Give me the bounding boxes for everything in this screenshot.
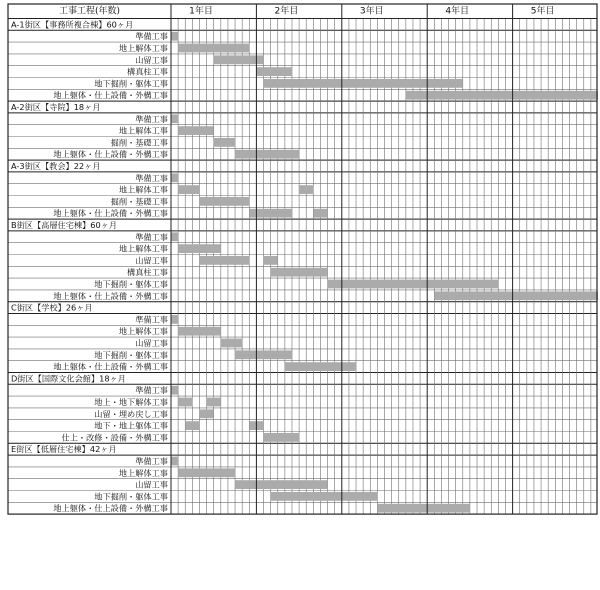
task-label: 山留・埋め戻し工事 bbox=[94, 408, 168, 419]
year-label: 2年目 bbox=[274, 6, 299, 17]
year-label: 3年目 bbox=[359, 6, 384, 17]
header-label: 工事工程(年数) bbox=[58, 6, 121, 17]
task-label: 準備工事 bbox=[135, 31, 168, 42]
task-bar bbox=[264, 256, 278, 265]
task-bar bbox=[313, 209, 327, 218]
task-bar bbox=[199, 256, 249, 265]
year-label: 1年目 bbox=[189, 6, 213, 17]
task-label: 地上躯体・仕上設備・外構工事 bbox=[53, 149, 168, 160]
task-label: 山留工事 bbox=[135, 255, 168, 266]
task-bar bbox=[178, 44, 249, 53]
task-bar bbox=[249, 209, 292, 218]
task-bar bbox=[406, 91, 598, 100]
task-bar bbox=[271, 492, 378, 501]
task-bar bbox=[171, 173, 178, 182]
task-bar bbox=[171, 114, 178, 123]
task-label: 構真柱工事 bbox=[127, 267, 168, 278]
task-label: 準備工事 bbox=[135, 456, 168, 466]
task-label: 山留工事 bbox=[135, 54, 168, 65]
task-label: 地上躯体・仕上設備・外構工事 bbox=[53, 290, 168, 301]
task-label: 地下掘削・躯体工事 bbox=[94, 78, 168, 89]
task-bar bbox=[171, 315, 178, 324]
task-label: 準備工事 bbox=[135, 314, 168, 325]
task-bar bbox=[185, 421, 199, 430]
task-bar bbox=[434, 291, 598, 300]
task-bar bbox=[271, 268, 328, 277]
task-label: 地下・地上躯体工事 bbox=[94, 420, 168, 431]
task-bar bbox=[264, 79, 463, 88]
task-bar bbox=[221, 339, 242, 348]
task-label: 構真柱工事 bbox=[127, 66, 168, 77]
task-bar bbox=[207, 398, 221, 407]
task-bar bbox=[199, 409, 213, 418]
task-bar bbox=[178, 244, 221, 253]
section-title: A-3街区【教会】22ヶ月 bbox=[11, 161, 101, 171]
section-title: C街区【学校】26ヶ月 bbox=[11, 302, 93, 313]
task-bar bbox=[285, 362, 356, 371]
task-label: 地上躯体・仕上設備・外構工事 bbox=[53, 90, 168, 101]
task-bar bbox=[178, 398, 192, 407]
task-label: 準備工事 bbox=[135, 231, 168, 242]
task-label: 地下掘削・躯体工事 bbox=[94, 349, 168, 360]
section-title: D街区【国際文化会館】18ヶ月 bbox=[11, 373, 126, 384]
task-bar bbox=[178, 468, 235, 477]
section-title: A-2街区【寺院】18ヶ月 bbox=[11, 102, 101, 112]
task-label: 準備工事 bbox=[135, 113, 168, 124]
task-bar bbox=[256, 67, 292, 76]
task-bar bbox=[178, 185, 199, 194]
task-bar bbox=[178, 327, 221, 336]
task-bar bbox=[235, 480, 328, 489]
task-label: 地下掘削・躯体工事 bbox=[94, 279, 168, 289]
task-bar bbox=[199, 197, 249, 206]
task-bar bbox=[264, 433, 300, 442]
task-label: 山留工事 bbox=[135, 338, 168, 348]
task-label: 地上躯体・仕上設備・外構工事 bbox=[53, 503, 168, 514]
task-label: 地上解体工事 bbox=[118, 243, 168, 254]
task-label: 地上解体工事 bbox=[118, 43, 168, 53]
task-label: 仕上・改修・設備・外構工事 bbox=[61, 432, 168, 443]
task-bar bbox=[235, 150, 299, 159]
section-title: E街区【低層住宅棟】42ヶ月 bbox=[11, 444, 117, 455]
task-bar bbox=[171, 32, 178, 41]
task-label: 掘削・基礎工事 bbox=[110, 137, 168, 148]
task-label: 山留工事 bbox=[135, 479, 168, 490]
task-label: 地下掘削・躯体工事 bbox=[94, 491, 168, 502]
task-bar bbox=[299, 185, 313, 194]
task-label: 地上躯体・仕上設備・外構工事 bbox=[53, 361, 168, 372]
task-label: 地上解体工事 bbox=[118, 184, 168, 195]
section-title: A-1街区【事務所複合棟】60ヶ月 bbox=[11, 19, 134, 30]
task-label: 地上躯体・仕上設備・外構工事 bbox=[53, 208, 168, 219]
task-label: 地上解体工事 bbox=[118, 125, 168, 136]
task-bar bbox=[171, 232, 178, 241]
task-bar bbox=[171, 386, 178, 395]
task-bar bbox=[328, 280, 499, 289]
task-bar bbox=[235, 350, 292, 359]
task-bar bbox=[377, 504, 470, 513]
task-label: 地上・地下解体工事 bbox=[94, 397, 168, 407]
year-label: 4年目 bbox=[445, 6, 470, 17]
task-bar bbox=[171, 457, 178, 466]
task-bar bbox=[214, 138, 235, 147]
section-title: B街区【高層住宅棟】60ヶ月 bbox=[11, 220, 118, 230]
task-label: 地上解体工事 bbox=[118, 326, 168, 337]
task-label: 準備工事 bbox=[135, 385, 168, 396]
task-label: 準備工事 bbox=[135, 172, 168, 183]
task-label: 掘削・基礎工事 bbox=[110, 196, 168, 207]
task-bar bbox=[178, 126, 214, 135]
task-label: 地上解体工事 bbox=[118, 467, 168, 478]
year-label: 5年目 bbox=[530, 6, 555, 17]
